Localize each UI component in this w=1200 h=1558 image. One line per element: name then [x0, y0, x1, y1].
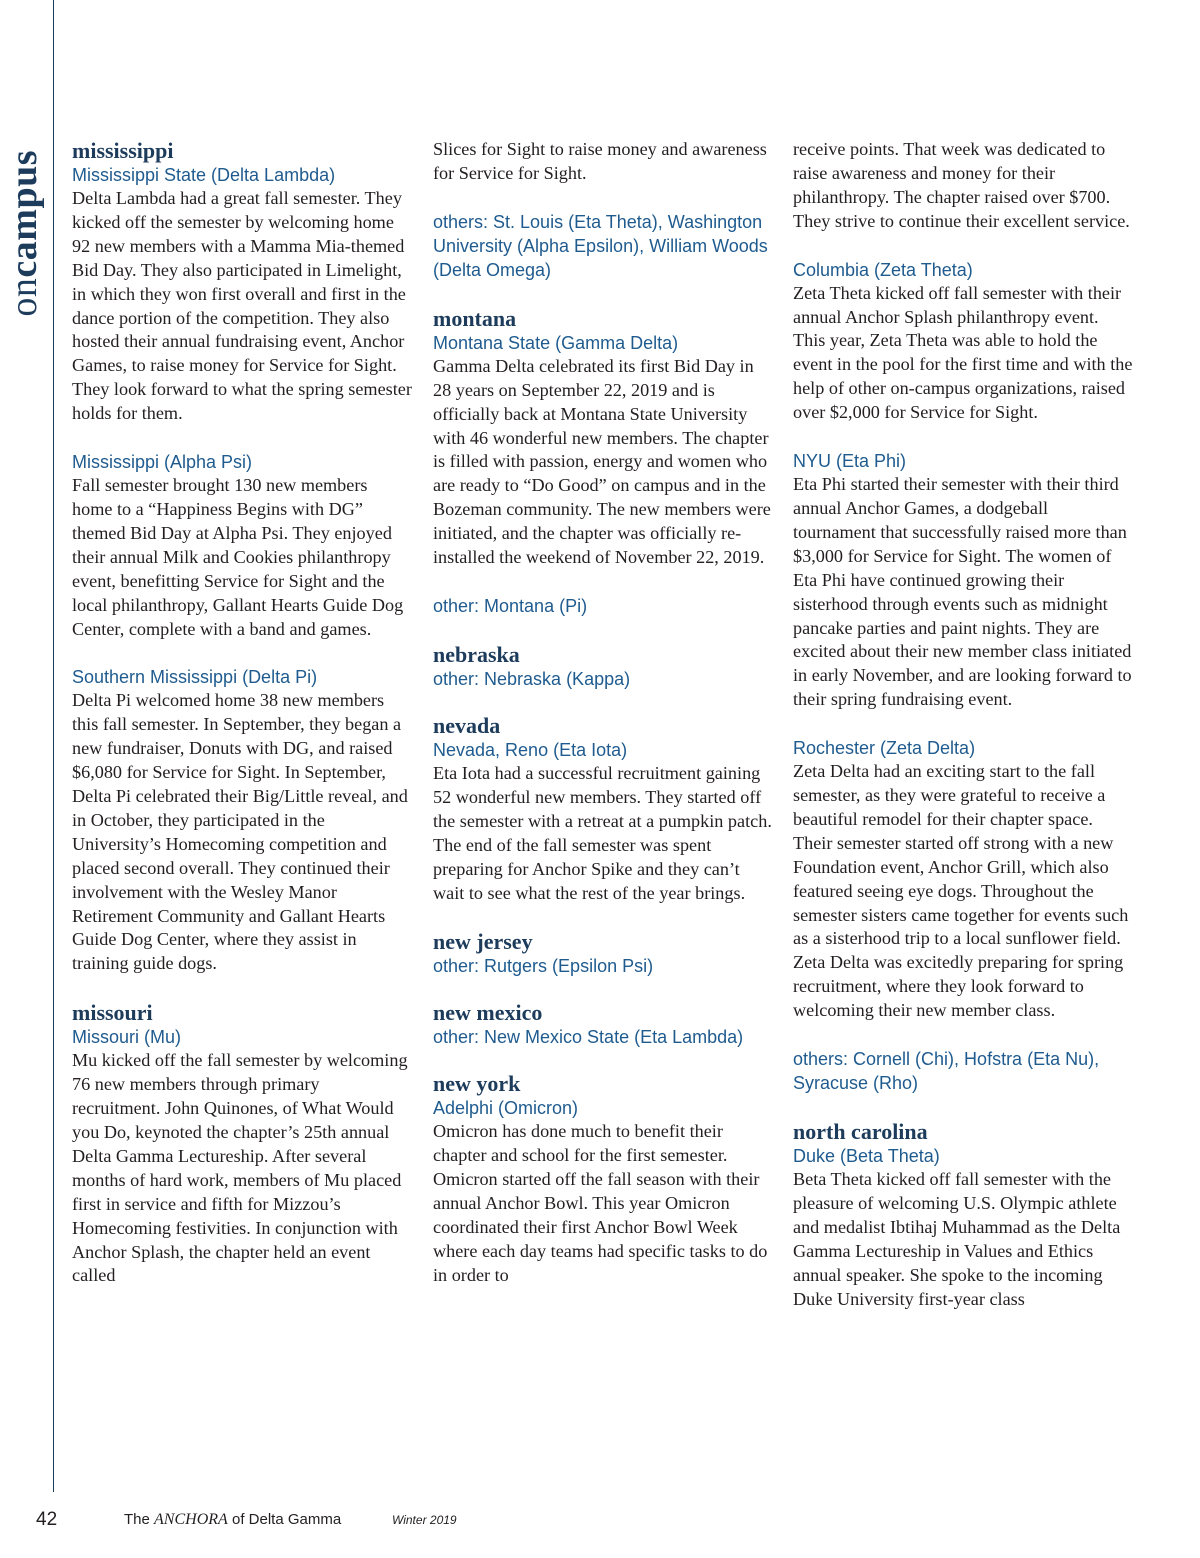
publication-name	[124, 1511, 341, 1529]
state-heading-missouri: missouri	[72, 1000, 153, 1026]
chapter-report: Beta Theta kicked off fall semester with the pleasure of welcoming U.S. Olympic athlete and medalist Ibtihaj Muhammad as the Delta Gamma Lectureship in Values and Ethics annual speaker. She spoke to the incoming Duke University first-year class	[793, 1169, 1121, 1309]
chapter-report: Zeta Delta had an exciting start to the fall semester, as they were grateful to receive a beautiful remodel for their chapter space. Their semester started off strong with a new Foundation event, Anchor Grill, which also featured seeing eye dogs. Throughout the semester sisters came together for events such as a sisterhood trip to a local sunflower field. Zeta Delta was excitedly preparing for spring recruitment, where they look forward to welcoming their new member class.	[793, 761, 1129, 1021]
other-chapters: other: Nebraska (Kappa)	[433, 668, 631, 689]
chapter-heading: Nevada, Reno (Eta Iota)	[433, 739, 628, 760]
column-1	[72, 138, 412, 1288]
other-chapters: others: Cornell (Chi), Hofstra (Eta Nu), Syracuse (Rho)	[793, 1049, 1100, 1094]
chapter-report-continued: Slices for Sight to raise money and awareness for Service for Sight.	[433, 139, 767, 183]
chapter-report: Eta Phi started their semester with their third annual Anchor Games, a dodgeball tournament that successfully raised more than $3,000 for Service for Sight. The women of Eta Phi have continued growing their sisterhood through events such as midnight pancake parties and paint nights. They are excited about their new member class initiated in early November, and are looking forward to their spring fundraising event.	[793, 474, 1132, 710]
column-2	[433, 138, 773, 1288]
chapter-heading: Columbia (Zeta Theta)	[793, 259, 973, 280]
other-chapters: other: Rutgers (Epsilon Psi)	[433, 956, 654, 977]
publication-article: The	[124, 1511, 150, 1528]
section-title-prefix: on	[3, 277, 45, 317]
publication-title: ANCHORA	[154, 1511, 228, 1528]
state-heading-new-york: new york	[433, 1071, 521, 1097]
chapter-heading: Mississippi (Alpha Psi)	[72, 452, 253, 473]
section-title	[4, 150, 44, 317]
margin-rule	[53, 0, 54, 1492]
state-heading-montana: montana	[433, 305, 517, 331]
column-3	[793, 138, 1133, 1312]
chapter-heading: Southern Mississippi (Delta Pi)	[72, 667, 318, 688]
section-title-word: campus	[3, 150, 45, 278]
state-heading-mississippi: mississippi	[72, 138, 174, 163]
publication-org: of Delta Gamma	[231, 1511, 342, 1528]
chapter-report: Fall semester brought 130 new members home to a “Happiness Begins with DG” themed Bid Day at Alpha Psi. They enjoyed their annual Milk and Cookies philanthropy event, benefitting Service for Sight and the local philanthropy, Gallant Hearts Guide Dog Center, complete with a band and games.	[72, 475, 404, 639]
issue-date: Winter 2019	[392, 1513, 457, 1527]
chapter-heading: NYU (Eta Phi)	[793, 451, 907, 472]
chapter-report-continued: receive points. That week was dedicated to raise awareness and money for their philanthropy. The chapter raised over $700. They strive to continue their excellent service.	[793, 139, 1130, 231]
other-chapters: other: Montana (Pi)	[433, 595, 588, 616]
chapter-report: Gamma Delta celebrated its first Bid Day in 28 years on September 22, 2019 and is officially back at Montana State University with 46 wonderful new members. The chapter is filled with passion, energy and women who are ready to “Do Good” on campus and in the Bozeman community. The new members were initiated, and the chapter was officially re-installed the weekend of November 22, 2019.	[433, 355, 771, 568]
state-heading-north-carolina: north carolina	[793, 1119, 928, 1145]
chapter-heading: Montana State (Gamma Delta)	[433, 332, 679, 353]
chapter-heading: Mississippi State (Delta Lambda)	[72, 165, 336, 185]
state-heading-new-jersey: new jersey	[433, 929, 533, 955]
chapter-report: Eta Iota had a successful recruitment gaining 52 wonderful new members. They started off the semester with a retreat at a pumpkin patch. The end of the fall semester was spent preparing for Anchor Spike and they can’t wait to see what the rest of the year brings.	[433, 762, 772, 903]
state-heading-nebraska: nebraska	[433, 641, 520, 667]
chapter-heading: Duke (Beta Theta)	[793, 1146, 940, 1167]
chapter-report: Omicron has done much to benefit their chapter and school for the first semester. Omicron started off the fall season with their annual Anchor Bowl. This year Omicron coordinated their first Anchor Bowl Week where each day teams had specific tasks to do in order to	[433, 1121, 768, 1285]
chapter-report: Zeta Theta kicked off fall semester with their annual Anchor Splash philanthropy event. This year, Zeta Theta was able to hold the event in the pool for the first time and with the help of other on-campus organizations, raised over $2,000 for Service for Sight.	[793, 282, 1133, 423]
chapter-report: Delta Pi welcomed home 38 new members this fall semester. In September, they began a new fundraiser, Donuts with DG, and raised $6,080 for Service for Sight. In September, Delta Pi celebrated their Big/Little reveal, and in October, they participated in the University’s Homecoming competition and placed second overall. They continued their involvement with the Wesley Manor Retirement Community and Gallant Hearts Guide Dog Center, where they assist in training guide dogs.	[72, 690, 408, 974]
chapter-heading: Rochester (Zeta Delta)	[793, 738, 976, 759]
state-heading-nevada: nevada	[433, 712, 501, 738]
state-heading-new-mexico: new mexico	[433, 1000, 543, 1026]
chapter-heading: Adelphi (Omicron)	[433, 1098, 579, 1119]
chapter-report: Delta Lambda had a great fall semester. They kicked off the semester by welcoming home 92 new members with a Mamma Mia-themed Bid Day. They also participated in Limelight, in which they won first overall and first in the dance portion of the competition. They also hosted their annual fundraising event, Anchor Games, to raise money for Service for Sight. They look forward to what the spring semester holds for them.	[72, 188, 412, 424]
chapter-report: Mu kicked off the fall semester by welcoming 76 new members through primary recruitment. John Quinones, of What Would you Do, keynoted the chapter’s 25th annual Delta Gamma Lectureship. After several months of hard work, members of Mu placed first in service and fifth for Mizzou’s Homecoming festivities. In conjunction with Anchor Splash, the chapter held an event called	[72, 1050, 408, 1286]
chapter-heading: Missouri (Mu)	[72, 1027, 182, 1048]
other-chapters: other: New Mexico State (Eta Lambda)	[433, 1027, 744, 1048]
page-number: 42	[36, 1509, 58, 1530]
other-chapters: others: St. Louis (Eta Theta), Washington University (Alpha Epsilon), William Woods (Delta Omega)	[433, 211, 768, 280]
page-footer	[0, 1508, 1200, 1538]
